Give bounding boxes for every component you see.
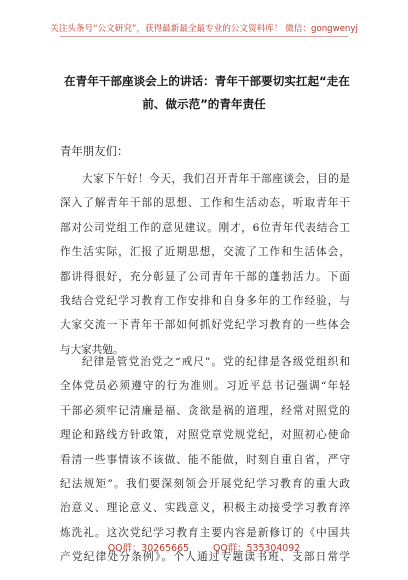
paragraph-line: 全体党员必须遵守的行为准则。习近平总书记强调“年轻	[60, 380, 350, 393]
title-line-2: 前、做示范”的青年责任	[142, 97, 266, 111]
footer-qq-group-2: QQ群：535304092	[213, 543, 301, 554]
paragraph-1	[60, 167, 350, 362]
paragraph-2	[60, 350, 350, 570]
paragraph-line: 纪法规矩”。我们要深刻领会开展党纪学习教育的重大政	[60, 477, 350, 490]
footer	[0, 540, 408, 554]
header-banner: 关注头条号“公文研究”，获得最新最全最专业的公文资料库！ 微信：gongwenyj	[50, 24, 358, 34]
paragraph-line: 与大家共勉。	[60, 343, 124, 356]
paragraph-line: 大家交流一下青年干部如何抓好党纪学习教育的一些体会	[60, 319, 350, 332]
paragraph-line: 治意义、理论意义、实践意义，积极主动接受学习教育淬	[60, 502, 350, 515]
paragraph-line: 干部必须牢记清廉是福、贪欲是祸的道理，经常对照党的	[60, 404, 350, 417]
header-divider	[60, 36, 348, 37]
paragraph-line: 产党纪律处分条例》。个人通过专题读书班、支部日常学	[60, 551, 350, 564]
paragraph-line: 看清一些事情该不该做、能不能做，时刻自重自省，严守	[60, 453, 350, 466]
footer-qq-group-1: QQ群：30265665	[107, 543, 190, 554]
title-line-1: 在青年干部座谈会上的讲话：青年干部要切实扛起“走在	[64, 74, 350, 88]
paragraph-line: 作生活实际，汇报了近期思想，交流了工作和生活体会，	[60, 246, 350, 259]
paragraph-line: 部对公司党组工作的意见建议。刚才，6位青年代表结合工	[60, 221, 350, 234]
paragraph-line: 大家下午好！今天，我们召开青年干部座谈会，目的是	[82, 173, 350, 185]
paragraph-line: 深入了解青年干部的思想、工作和生活动态，听取青年干	[60, 197, 350, 210]
paragraph-line: 理论和路线方针政策，对照党章党规党纪，对照初心使命	[60, 429, 350, 442]
paragraph-line: 都讲得很好，充分彰显了公司青年干部的蓬勃活力。下面	[60, 270, 350, 283]
paragraph-line: 我结合党纪学习教育工作安排和自身多年的工作经验，与	[60, 294, 350, 307]
salutation: 青年朋友们：	[60, 144, 129, 158]
paragraph-line: 纪律是管党治党之“戒尺”。党的纪律是各级党组织和	[82, 356, 350, 368]
document-title	[64, 70, 350, 116]
paragraph-line: 炼洗礼。这次党纪学习教育主要内容是新修订的《中国共	[60, 526, 350, 539]
